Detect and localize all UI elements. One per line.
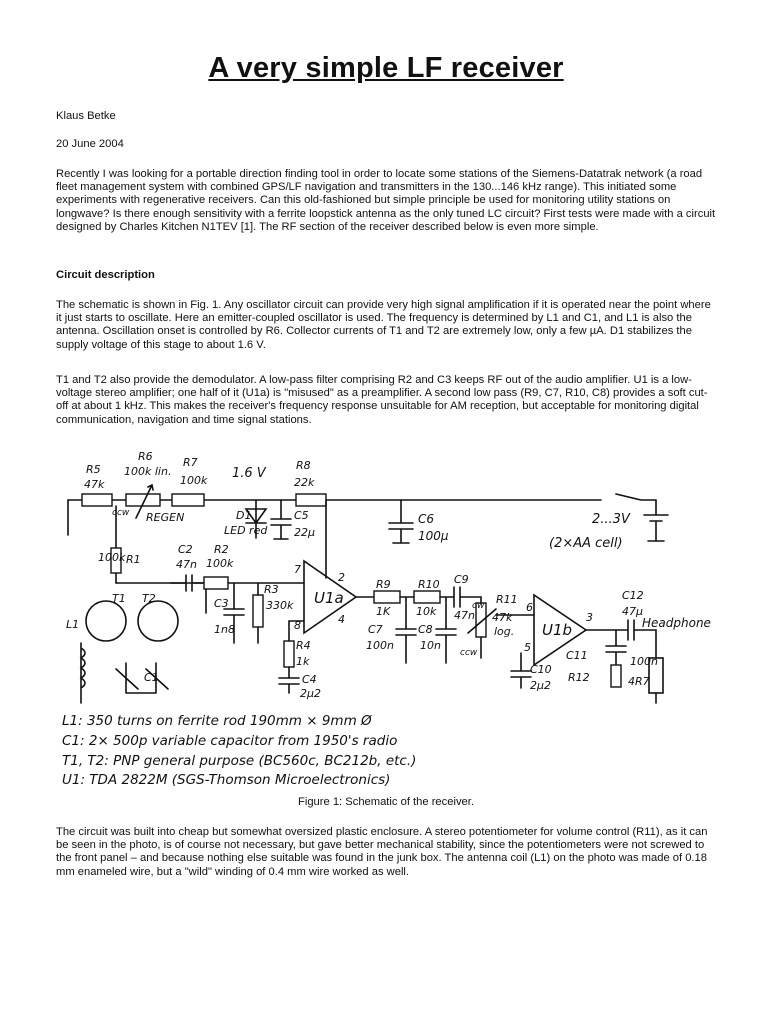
label-r5: R5 [86, 463, 101, 476]
label-d1-value: LED red [224, 524, 268, 537]
label-headphone: Headphone [642, 616, 711, 630]
resistor-r2 [204, 577, 228, 589]
capacitor-c9 [400, 587, 481, 607]
label-pin3: 3 [586, 611, 593, 624]
label-r10: R10 [418, 578, 440, 591]
resistor-r12 [611, 665, 621, 687]
label-c5-value: 22µ [294, 526, 315, 539]
resistor-r4 [284, 641, 294, 667]
schematic-labels [66, 450, 711, 700]
label-r4-value: 1k [296, 655, 310, 668]
capacitor-c11 [606, 630, 626, 665]
label-c5: C5 [294, 509, 309, 522]
label-r9: R9 [376, 578, 391, 591]
component-notes [62, 713, 416, 788]
label-battery-value: (2×AA cell) [549, 536, 623, 551]
note-u1: U1: TDA 2822M (SGS-Thomson Microelectronics) [62, 772, 391, 788]
label-c2-value: 47n [176, 558, 197, 571]
resistor-r8 [296, 494, 326, 506]
label-c9: C9 [454, 573, 469, 586]
label-r7-value: 100k [180, 474, 208, 487]
resistor-r7 [172, 494, 204, 506]
label-c6-value: 100µ [418, 529, 449, 543]
label-c3-value: 1n8 [214, 623, 235, 636]
intro-paragraph: Recently I was looking for a portable direction finding tool in order to locate some stations of the Siemens-Datatrak network (a road fleet management system with combined GPS/LF navigation and transmitters in the 130...146 kHz range). This initiated some experiments with regenerative receivers. Can this old-fashioned but simple principle be used for monitoring utility stations on longwave? Is there enough sensitivity with a ferrite loopstick antenna as the only tuned LC circuit? First tests were made with a circuit designed by Charles Kitchen N1TEV [1]. The RF section of the receiver described below is even more simple. [56, 168, 716, 233]
label-c4-value: 2µ2 [300, 687, 321, 700]
label-r6-value: 100k lin. [124, 465, 172, 478]
resistor-r10 [414, 591, 440, 603]
label-r8-value: 22k [294, 476, 315, 489]
label-c12: C12 [622, 589, 644, 602]
label-r1-value: 100k [98, 551, 126, 564]
label-ccw: ccw [112, 508, 130, 518]
label-r7: R7 [183, 456, 198, 469]
schematic-figure [56, 443, 716, 793]
battery [644, 500, 668, 541]
note-c1: C1: 2× 500p variable capacitor from 1950's radio [62, 733, 398, 749]
label-u1b: U1b [542, 621, 573, 639]
resistor-r9 [374, 591, 400, 603]
capacitor-c6 [389, 500, 413, 543]
label-c1: C1 [144, 671, 159, 684]
label-r11-taper: log. [494, 625, 515, 638]
label-c7: C7 [368, 623, 383, 636]
label-c2: C2 [178, 543, 193, 556]
transistor-t1 [86, 601, 126, 641]
schematic-drawing [56, 443, 716, 793]
label-u1a: U1a [314, 589, 344, 607]
label-c10: C10 [530, 663, 552, 676]
label-r5-value: 47k [84, 478, 105, 491]
date: 20 June 2004 [56, 138, 124, 150]
label-r3: R3 [264, 583, 279, 596]
capacitor-c5 [271, 500, 291, 539]
label-c8-value: 10n [420, 639, 441, 652]
label-t1: T1 [112, 592, 126, 605]
label-r4: R4 [296, 639, 311, 652]
label-c4: C4 [302, 673, 317, 686]
transistor-t2 [138, 601, 178, 641]
label-r10-value: 10k [416, 605, 437, 618]
label-pin8: 8 [294, 619, 301, 632]
label-c7-value: 100n [366, 639, 394, 652]
label-pin2: 2 [338, 571, 345, 584]
label-pin7: 7 [294, 563, 301, 576]
page-title: A very simple LF receiver [208, 52, 564, 84]
label-pin5: 5 [524, 641, 531, 654]
label-supply-voltage: 1.6 V [232, 466, 266, 481]
wire-u1a-out [326, 500, 374, 597]
capacitor-c10 [511, 653, 531, 688]
resistor-r3 [253, 595, 263, 627]
label-c11: C11 [566, 649, 588, 662]
paragraph-construction: The circuit was built into cheap but somewhat oversized plastic enclosure. A stereo potentiometer for volume control (R11), as it can be seen in the photo, is of course not necessary, but gave better mechanical stability, since the potentiometers were not screwed to the front panel – and because nothing else suitable was found in the junk box. The antenna coil (L1) on the photo was made of 0.18 mm enameled wire, but a "wild" winding of 0.4 mm wire worked as well. [56, 826, 708, 878]
label-ccw-r11: ccw [460, 648, 478, 658]
inductor-l1 [81, 643, 85, 703]
label-c10-value: 2µ2 [530, 679, 551, 692]
label-r9-value: 1K [376, 605, 391, 618]
label-pin6: 6 [526, 601, 533, 614]
label-c12-value: 47µ [622, 605, 643, 618]
label-regen: REGEN [146, 511, 185, 524]
label-r1: R1 [126, 553, 141, 566]
label-c11-value: 100n [630, 655, 658, 668]
capacitor-c7 [396, 597, 416, 663]
label-r12: R12 [568, 671, 590, 684]
label-c6: C6 [418, 512, 435, 526]
label-l1: L1 [66, 618, 80, 631]
figure-caption: Figure 1: Schematic of the receiver. [298, 796, 474, 808]
label-t2: T2 [142, 592, 156, 605]
paragraph-circuit: The schematic is shown in Fig. 1. Any oscillator circuit can provide very high signal amplification if it is operated near the point where it just starts to oscillate. Here an emitter-coupled oscillator is used. The frequency is determined by L1 and C1, and L1 is also the antenna. Oscillation onset is controlled by R6. Collector currents of T1 and T2 are extremely low, only a few µA. D1 stabilizes the supply voltage of this stage to about 1.6 V. [56, 299, 711, 351]
label-r3-value: 330k [266, 599, 294, 612]
capacitor-c1 [116, 663, 168, 693]
label-c9-value: 47n [454, 609, 475, 622]
label-r8: R8 [296, 459, 311, 472]
label-r2: R2 [214, 543, 229, 556]
label-c3: C3 [214, 597, 229, 610]
label-c8: C8 [418, 623, 433, 636]
label-r12-value: 4R7 [628, 675, 650, 688]
label-d1: D1 [236, 509, 252, 522]
label-r2-value: 100k [206, 557, 234, 570]
paragraph-demodulator: T1 and T2 also provide the demodulator. A low-pass filter comprising R2 and C3 keeps RF out of the audio amplifier. U1 is a low-voltage stereo amplifier; one half of it (U1a) is "misused" as a preamplifier. A second low pass (R9, C7, R10, C8) provides a soft cut-off at about 1 kHz. This makes the receiver's frequency response unsuitable for AM reception, but acceptable for monitoring digital communication, navigation and time signal stations. [56, 374, 708, 426]
label-pin4: 4 [338, 613, 345, 626]
label-r6: R6 [138, 450, 153, 463]
note-t1-t2: T1, T2: PNP general purpose (BC560c, BC212b, etc.) [62, 753, 417, 769]
resistor-r5 [82, 494, 112, 506]
label-battery: 2...3V [592, 512, 630, 527]
label-r11-value: 47k [492, 611, 513, 624]
label-cw: cw [472, 601, 485, 611]
label-r11: R11 [496, 593, 518, 606]
capacitor-c8 [436, 597, 456, 663]
section-heading: Circuit description [56, 269, 155, 281]
note-l1: L1: 350 turns on ferrite rod 190mm × 9mm Ø [62, 713, 372, 729]
author: Klaus Betke [56, 110, 116, 122]
